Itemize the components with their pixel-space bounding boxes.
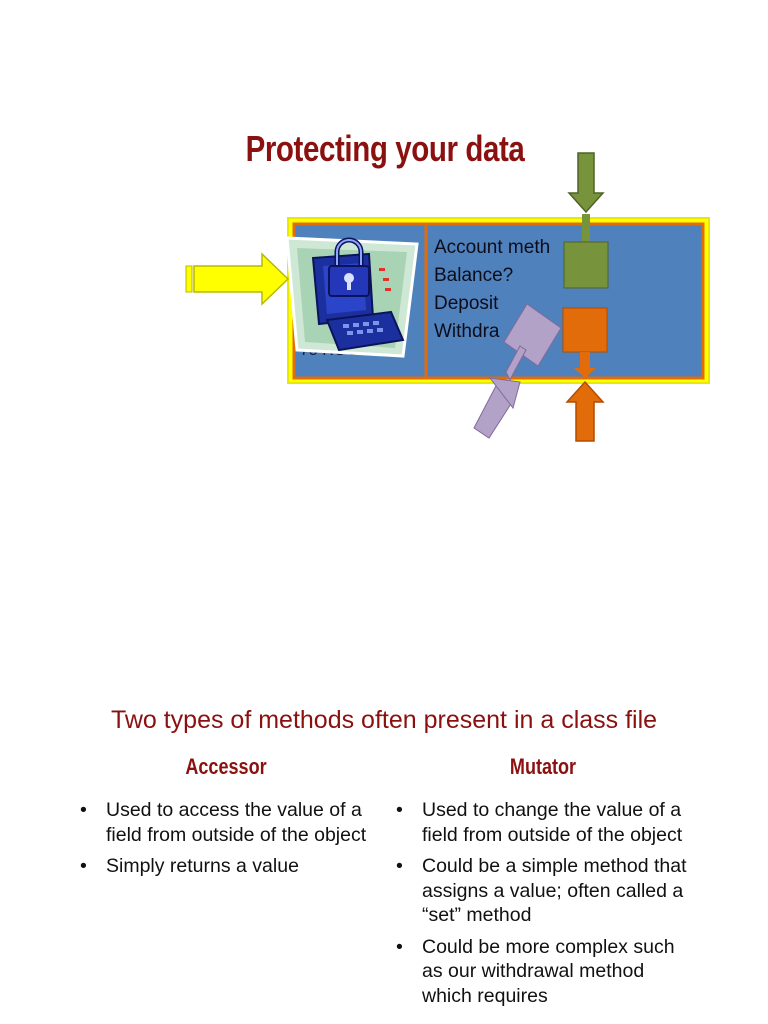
- yellow-arrow-icon: [186, 254, 288, 304]
- account-line: Account meth: [434, 237, 551, 258]
- bullet-item: • Could be a simple method that assigns a value; often called a “set” method: [394, 854, 694, 928]
- computer-padlock-icon: [283, 232, 423, 360]
- bullet-item: • Used to access the value of a field from outside of the object: [78, 798, 378, 847]
- account-line: Balance?: [434, 265, 514, 286]
- slide-title: Protecting your data: [245, 128, 525, 169]
- bullet-item: • Simply returns a value: [78, 854, 378, 879]
- methods-heading: Two types of methods often present in a class file: [110, 706, 658, 734]
- account-line: Deposit: [434, 293, 499, 314]
- account-line: Withdra: [434, 321, 500, 342]
- bullet-item: • Used to change the value of a field from outside of the object: [394, 798, 694, 847]
- bullet-item: • Could be more complex such as our withdrawal method which requires: [394, 935, 694, 1009]
- mutator-heading: Mutator: [509, 754, 577, 779]
- mutator-bullet-list: [394, 798, 694, 1015]
- accessor-heading: Accessor: [185, 754, 267, 779]
- accessor-bullet-list: [78, 798, 378, 886]
- account-methods-text: [434, 234, 568, 364]
